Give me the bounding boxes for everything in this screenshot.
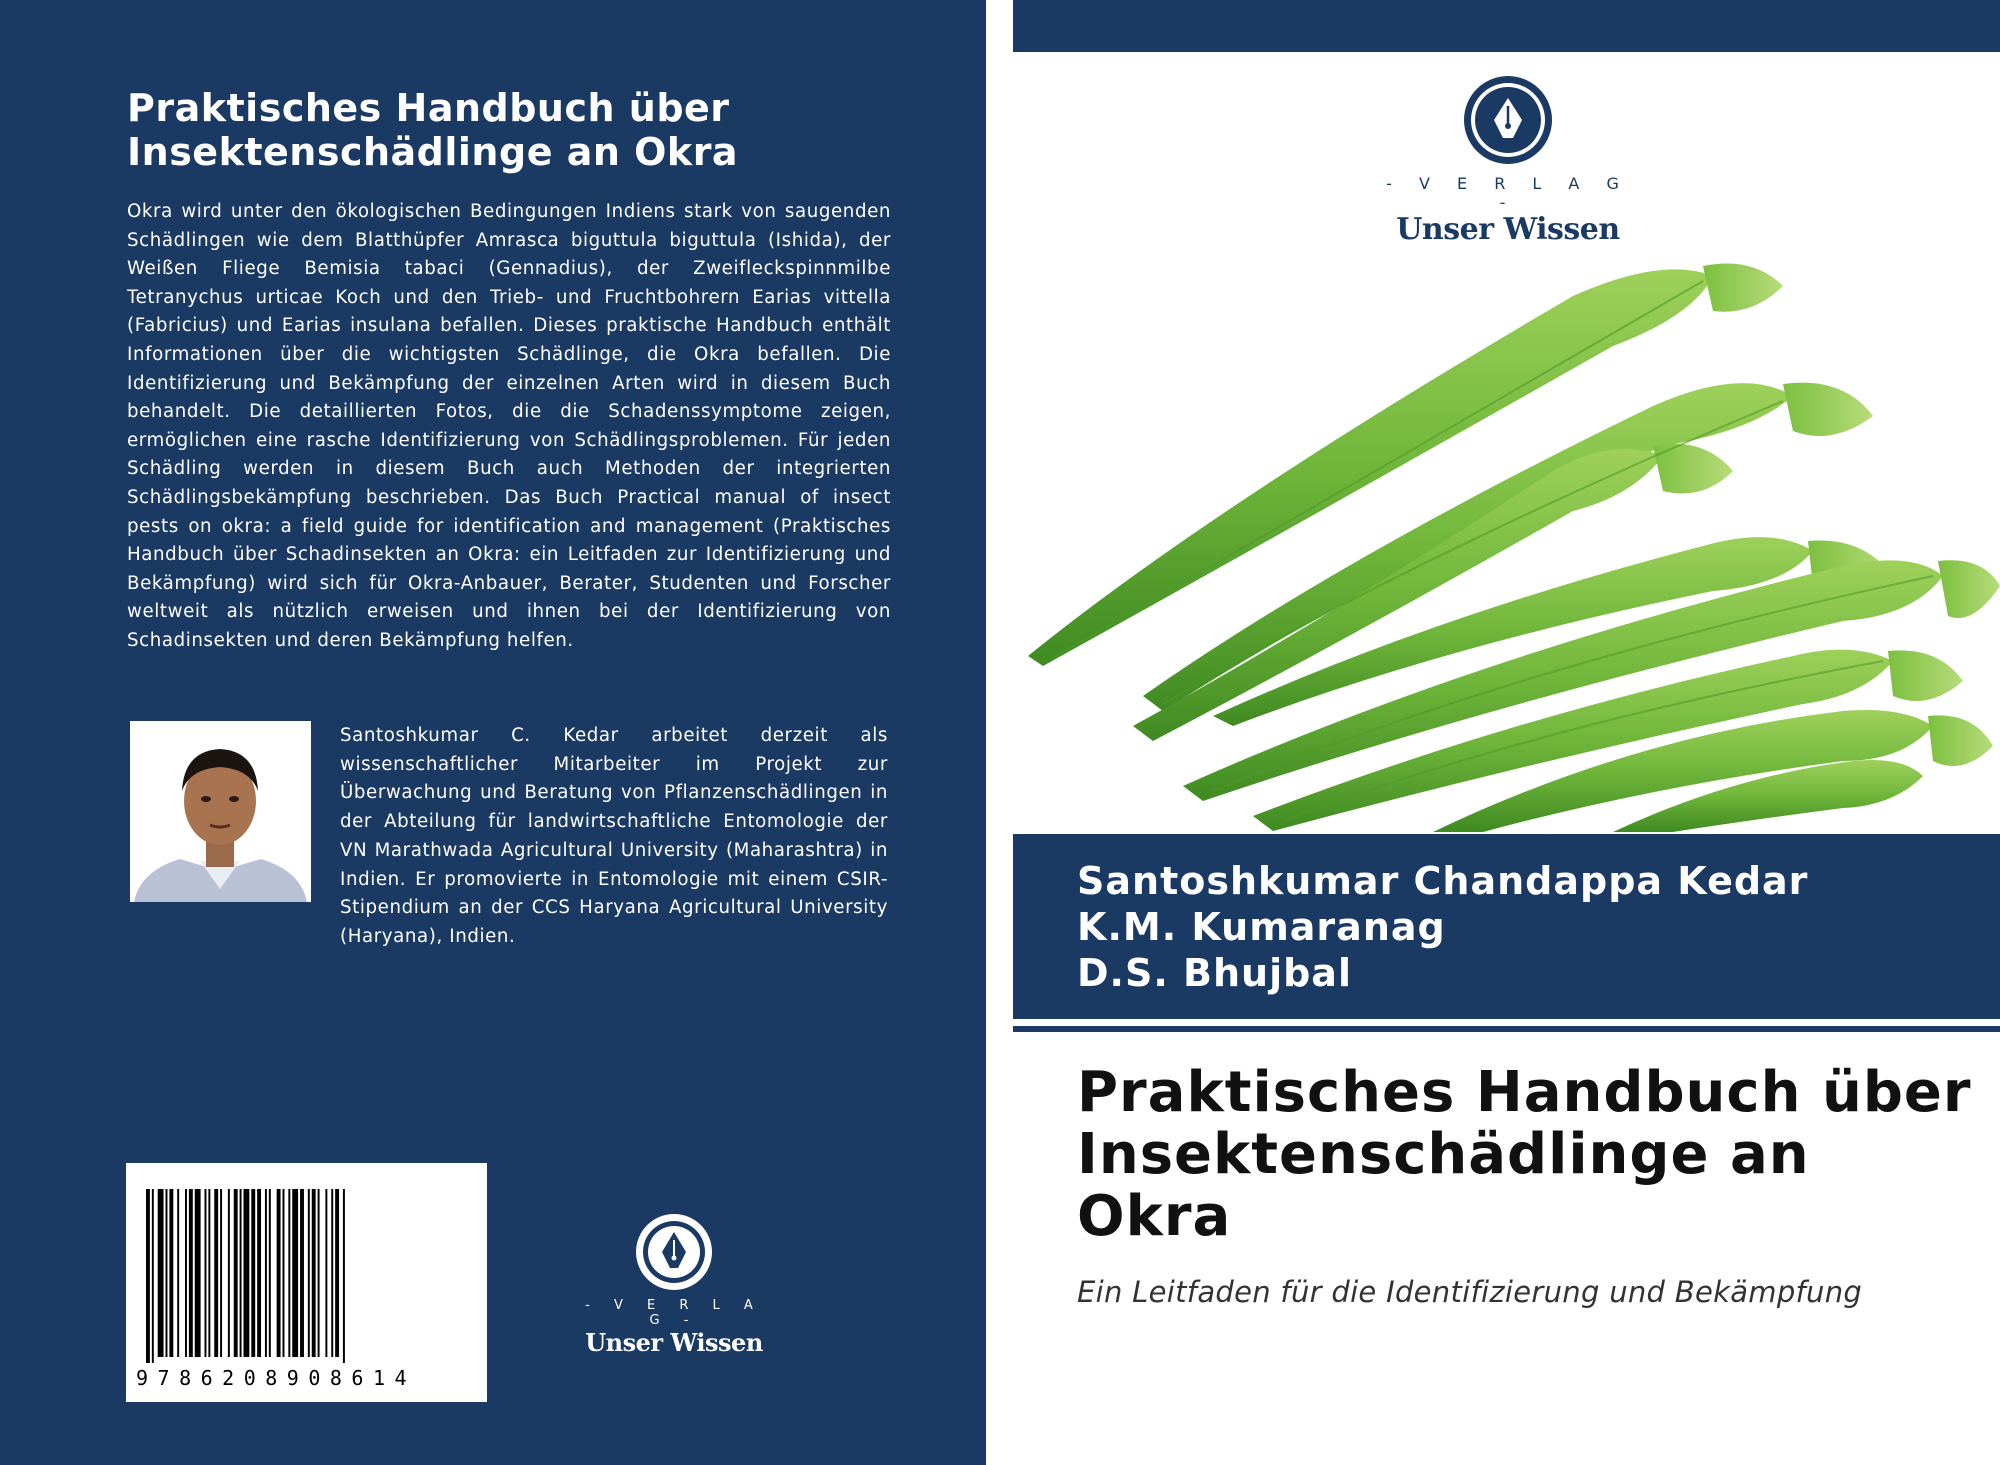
publisher-verlag-label: - V E R L A G - xyxy=(585,1298,763,1328)
publisher-name: Unser Wissen xyxy=(1396,212,1620,247)
isbn-barcode xyxy=(126,1163,487,1402)
author-name: Santoshkumar Chandappa Kedar xyxy=(1077,859,1809,903)
author-portrait xyxy=(130,721,311,902)
barcode-digits: 9786208908614 xyxy=(136,1366,417,1390)
back-cover-title: Praktisches Handbuch über Insektenschädlinge an Okra xyxy=(127,86,739,174)
front-cover-subtitle: Ein Leitfaden für die Identifizierung und Bekämpfung xyxy=(1077,1275,1863,1309)
author-bio: Santoshkumar C. Kedar arbeitet derzeit als wissenschaftlicher Mitarbeiter im Projekt zur Überwachung und Beratung von Pflanzenschädlingen in der Abteilung für landwirtschaftliche Entomologie der VN Marathwada Agricultural University (Maharashtra) in Indien. Er promovierte in Entomologie mit einem CSIR-Stipendium an der CCS Haryana Agricultural University (Haryana), Indien. xyxy=(340,725,888,947)
author-list xyxy=(1077,858,1808,996)
okra-pods-illustration xyxy=(1013,256,2000,832)
author-name: K.M. Kumaranag xyxy=(1077,905,1446,949)
author-name: D.S. Bhujbal xyxy=(1077,951,1352,995)
back-cover-blurb: Okra wird unter den ökologischen Bedingungen Indiens stark von saugenden Schädlingen wie dem Blatthüpfer Amrasca biguttula biguttula (Ishida), der Weißen Fliege Bemisia tabaci (Gennadius), der Zweifleckspinnmilbe Tetranychus urticae Koch und den Trieb- und Fruchtbohrern Earias vittella (Fabricius) und Earias insulana befallen. Dieses praktische Handbuch enthält Informationen über die wichtigsten Schädlinge, die Okra befallen. Die Identifizierung und Bekämpfung der einzelnen Arten wird in diesem Buch behandelt. Die detaillierten Fotos, die die Schadenssymptome zeigen, ermöglichen eine rasche Identifizierung von Schädlingsproblemen. Für jeden Schädling werden in diesem Buch auch Methoden der integrierten Schädlingsbekämpfung beschrieben. Das Buch Practical manual of insect pests on okra: a field guide for identification and management (Praktisches Handbuch über Schadinsekten an Okra: ein Leitfaden zur Identifizierung und Bekämpfung) wird sich für Okra-Anbauer, Berater, Studenten und Forscher weltweit als nützlich erweisen und ihnen bei der Identifizierung von Schadinsekten und deren Bekämpfung helfen. xyxy=(127,201,891,651)
publisher-logo-front xyxy=(1373,74,1643,247)
okra-photo xyxy=(1013,256,2000,832)
publisher-verlag-label: - V E R L A G - xyxy=(1386,174,1630,212)
barcode-bars xyxy=(126,1163,487,1363)
publisher-logo-back xyxy=(576,1212,772,1357)
divider-rule xyxy=(1013,1026,2000,1032)
top-band xyxy=(1013,0,2000,52)
front-cover xyxy=(1013,0,2000,1465)
fountain-pen-nib-emblem-icon xyxy=(634,1212,714,1292)
fountain-pen-nib-emblem-icon xyxy=(1462,74,1554,166)
publisher-name: Unser Wissen xyxy=(585,1328,763,1357)
author-photo xyxy=(130,721,311,902)
spine xyxy=(986,0,1013,1465)
back-cover xyxy=(0,0,986,1465)
authors-band xyxy=(1013,834,2000,1019)
front-cover-title: Praktisches Handbuch über Insektenschädlinge an Okra xyxy=(1077,1060,1972,1249)
